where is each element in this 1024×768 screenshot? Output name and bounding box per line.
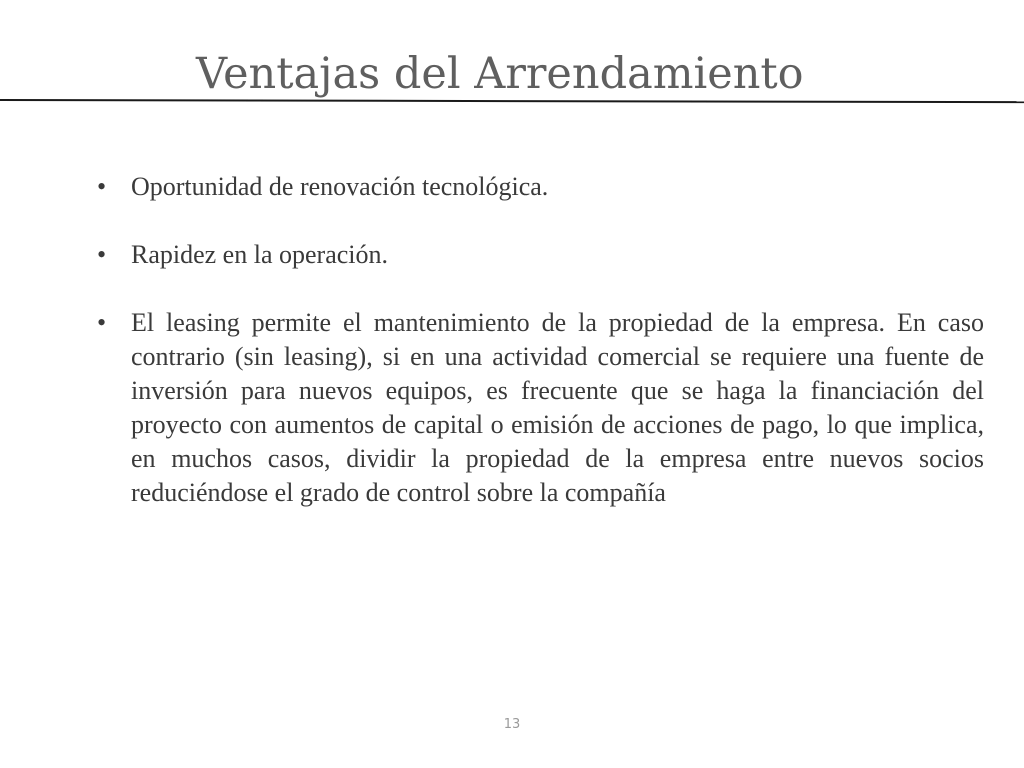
bullet-text: Rapidez en la operación. — [131, 240, 388, 269]
bullet-text: El leasing permite el mantenimiento de la propiedad de la empresa. En caso contrario (sin leasing), si en una actividad comercial se requiere una fuente de inversión para nuevos equipos, es frecuente que se haga la financiación del proyecto con aumentos de capital o emisión de acciones de pago, lo que implica, en muchos casos, dividir la propiedad de la empresa entre nuevos socios reduciéndose el grado de control sobre la compañía — [131, 308, 984, 507]
bullet-item — [97, 170, 984, 204]
bullet-text: Oportunidad de renovación tecnológica. — [131, 172, 549, 201]
bullet-marker: • — [97, 240, 107, 269]
bullet-list — [97, 170, 984, 510]
bullet-item — [97, 306, 984, 510]
page-number: 13 — [503, 717, 521, 732]
slide-title: Ventajas del Arrendamiento — [196, 49, 804, 99]
bullet-item — [97, 238, 984, 272]
bullet-marker: • — [97, 172, 107, 201]
bullet-marker: • — [97, 308, 107, 337]
